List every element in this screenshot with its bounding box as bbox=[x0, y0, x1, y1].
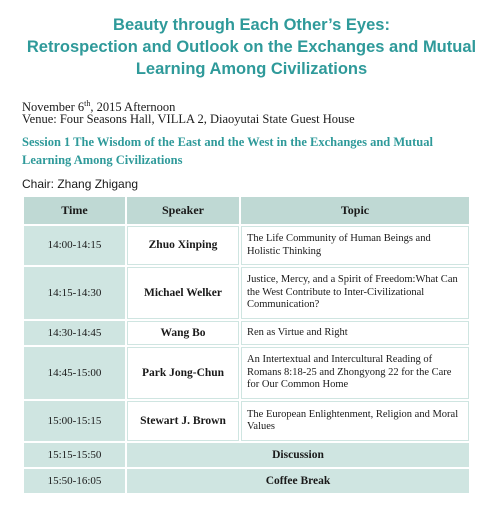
title-line-2: Retrospection and Outlook on the Exchanges and Mutual bbox=[26, 38, 477, 56]
row-time: 14:30-14:45 bbox=[24, 321, 125, 345]
table-row bbox=[24, 401, 469, 441]
row-speaker: Stewart J. Brown bbox=[127, 401, 239, 441]
table-row bbox=[24, 321, 469, 345]
title-line-1: Beauty through Each Other’s Eyes: bbox=[113, 16, 390, 34]
table-row bbox=[24, 226, 469, 265]
row-topic: The Life Community of Human Beings and Holistic Thinking bbox=[241, 226, 469, 265]
title-line-3: Learning Among Civilizations bbox=[135, 60, 368, 78]
row-speaker: Wang Bo bbox=[127, 321, 239, 345]
row-time: 14:45-15:00 bbox=[24, 347, 125, 399]
header-time: Time bbox=[24, 197, 125, 224]
venue-line: Venue: Four Seasons Hall, VILLA 2, Diaoyutai State Guest House bbox=[22, 112, 355, 126]
row-topic: Ren as Virtue and Right bbox=[241, 321, 469, 345]
row-time: 15:00-15:15 bbox=[24, 401, 125, 441]
row-time: 14:15-14:30 bbox=[24, 267, 125, 319]
row-topic: An Intertextual and Intercultural Reading of Romans 8:18-25 and Zhongyong 22 for the Care for Our Common Home bbox=[241, 347, 469, 399]
header-topic: Topic bbox=[241, 197, 469, 224]
row-topic: The European Enlightenment, Religion and Moral Values bbox=[241, 401, 469, 441]
header-speaker: Speaker bbox=[127, 197, 239, 224]
row-time: 15:50-16:05 bbox=[24, 469, 125, 493]
page-title bbox=[0, 14, 503, 80]
session-line-1: Session 1 The Wisdom of the East and the West in the Exchanges and Mutual bbox=[22, 135, 433, 149]
row-time: 15:15-15:50 bbox=[24, 443, 125, 467]
session-heading bbox=[22, 133, 492, 169]
row-time: 14:00-14:15 bbox=[24, 226, 125, 265]
date-text: November 6 bbox=[22, 100, 85, 115]
row-topic: Justice, Mercy, and a Spirit of Freedom:What Can the West Contribute to Inter-Civilizational Communication? bbox=[241, 267, 469, 319]
table-row bbox=[24, 267, 469, 319]
table-row bbox=[24, 347, 469, 399]
table-row bbox=[24, 469, 469, 493]
table-row bbox=[24, 443, 469, 467]
row-speaker: Michael Welker bbox=[127, 267, 239, 319]
row-speaker: Park Jong-Chun bbox=[127, 347, 239, 399]
row-discussion: Discussion bbox=[127, 443, 469, 467]
row-coffee-break: Coffee Break bbox=[127, 469, 469, 493]
date-suffix: th bbox=[84, 99, 91, 108]
schedule-table bbox=[22, 195, 471, 495]
table-header-row bbox=[24, 197, 469, 224]
chair-line: Chair: Zhang Zhigang bbox=[22, 177, 139, 191]
date-rest: , 2015 Afternoon bbox=[90, 100, 176, 115]
row-speaker: Zhuo Xinping bbox=[127, 226, 239, 265]
session-line-2: Learning Among Civilizations bbox=[22, 153, 183, 167]
